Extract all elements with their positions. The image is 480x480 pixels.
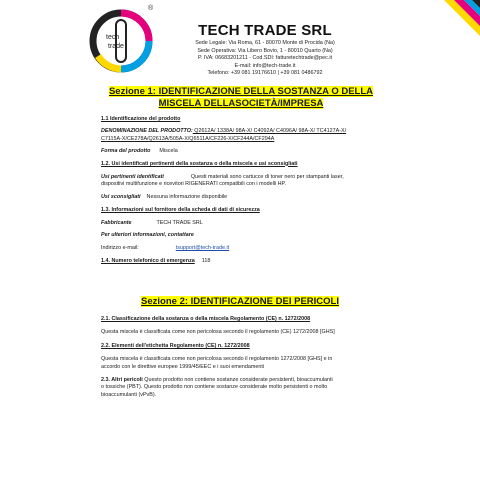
subsection-1-1-heading: 1.1 Identificazione del prodotto — [101, 116, 181, 122]
company-address — [145, 40, 385, 78]
product-form-label: Forma del prodotto — [101, 148, 151, 155]
subsection-2-1-heading: 2.1. Classificazione della sostanza o della miscela Regolamento (CE) n. 1272/2008 — [101, 316, 311, 322]
subsection-2-2-text-1: Questa miscela è classificata come non pericolosa secondo il regolamento 1272/2008 [GHS] e in — [101, 356, 333, 363]
subsection-2-3-text-1: Questo prodotto non contiene sostanze considerate persistenti, bioaccumulanti — [142, 377, 333, 384]
address-line: E-mail: info@tech-trade.it — [234, 62, 296, 69]
section-2-title-text: Sezione 2: IDENTIFICAZIONE DEI PERICOLI — [141, 296, 339, 307]
subsection-1-2-heading: 1.2. Usi identificati pertinenti della sostanza o della miscela e usi sconsigliati — [101, 160, 298, 167]
product-name-row — [101, 128, 391, 135]
identified-uses-value-2: dispositivi multifunzione e ricevitori RIGENERATI compatibili con i modelli HP. — [101, 181, 286, 188]
emergency-number: 118 — [201, 257, 211, 264]
corner-stripes-decoration — [422, 0, 480, 58]
logo-text-trade: trade — [108, 43, 124, 50]
section-1-content — [101, 116, 391, 265]
subsection-2-3-row — [101, 377, 391, 384]
unadvised-uses-label: Usi sconsigliati — [101, 193, 141, 200]
emergency-row — [101, 258, 391, 265]
subsection-1-3-heading: 1.3. Informazioni sul fornitore della scheda di dati di sicurezza — [101, 207, 260, 214]
identified-uses-value-1: Questi materiali sono cartucce di toner nero per stampanti laser, — [190, 174, 344, 181]
subsection-2-3-text-3: bioaccumulanti (vPvB). — [101, 391, 157, 398]
company-name: TECH TRADE SRL — [198, 22, 332, 39]
product-name-label: DENOMINAZIONE DEL PRODOTTO: — [101, 128, 193, 135]
company-header — [145, 22, 385, 78]
section-1-title-text: Sezione 1: IDENTIFICAZIONE DELLA SOSTANZA O DELLA MISCELA DELLASOCIETÀ/IMPRESA — [108, 86, 374, 109]
address-line: Telefono: +39 081 19176610 | +39 081 0486792 — [207, 70, 323, 77]
product-form-value: Miscela — [159, 148, 178, 155]
email-label: Indirizzo e-mail: — [101, 245, 139, 252]
supplier-value: TECH TRADE SRL — [156, 219, 203, 226]
identified-uses-row — [101, 174, 391, 181]
subsection-1-4-heading: 1.4. Numero telefonico di emergenza — [101, 257, 195, 264]
subsection-2-1-text: Questa miscela è classificata come non pericolosa secondo il regolamento (CE) 1272/2008 [GHS] — [101, 329, 335, 336]
section-1-title — [100, 86, 382, 110]
address-line: Sede Operativa: Via Libero Bovio, 1 - 80010 Quarto (Na) — [197, 47, 333, 54]
identified-uses-label: Usi pertinenti identificati — [101, 174, 164, 181]
supplier-label: Fabbricante — [101, 219, 132, 226]
email-row — [101, 245, 391, 252]
subsection-2-2-text-2: accordo con le direttive europee 1999/45/EEC e i suoi emendamenti — [101, 363, 265, 370]
address-line: P. IVA: 06683201211 - Cod.SDI: fatturetechtrade@pec.it — [197, 55, 333, 62]
product-codes-line1: Q2612A/ 1338A/ 98A-X/ C4092A/ C4096A/ 98A-X/ TC4127A-X/ — [192, 128, 347, 135]
unadvised-uses-row — [101, 194, 391, 201]
supplier-row — [101, 220, 391, 227]
logo-text-tech: tech — [106, 34, 120, 41]
address-line: Sede Legale: Via Roma, 61 - 80070 Monte di Procida (Na) — [195, 40, 335, 46]
section-2-content — [101, 316, 391, 399]
unadvised-uses-value: Nessuna informazione disponibile — [146, 193, 228, 200]
subsection-2-2-heading: 2.2. Elementi dell'etichetta Regolamento (CE) n. 1272/2008 — [101, 342, 250, 349]
support-email-link[interactable]: tsupport@tech-trade.it — [175, 245, 230, 252]
product-form-row — [101, 148, 391, 155]
more-info-label: Per ulteriori informazioni, contattare — [101, 232, 194, 239]
section-2-title — [125, 296, 355, 308]
registered-mark: ® — [148, 5, 154, 12]
subsection-2-3-heading: 2.3. Altri pericoli — [101, 377, 143, 384]
product-codes-line2: C7115A-X/CE278A/Q2613A/505A-X/Q6511A/CF226-X/CF244A/CF294A — [101, 135, 275, 142]
subsection-2-3-text-2: o tossiche (PBT). Questo prodotto non contiene sostanze considerate molto persistenti o molto — [101, 384, 328, 391]
